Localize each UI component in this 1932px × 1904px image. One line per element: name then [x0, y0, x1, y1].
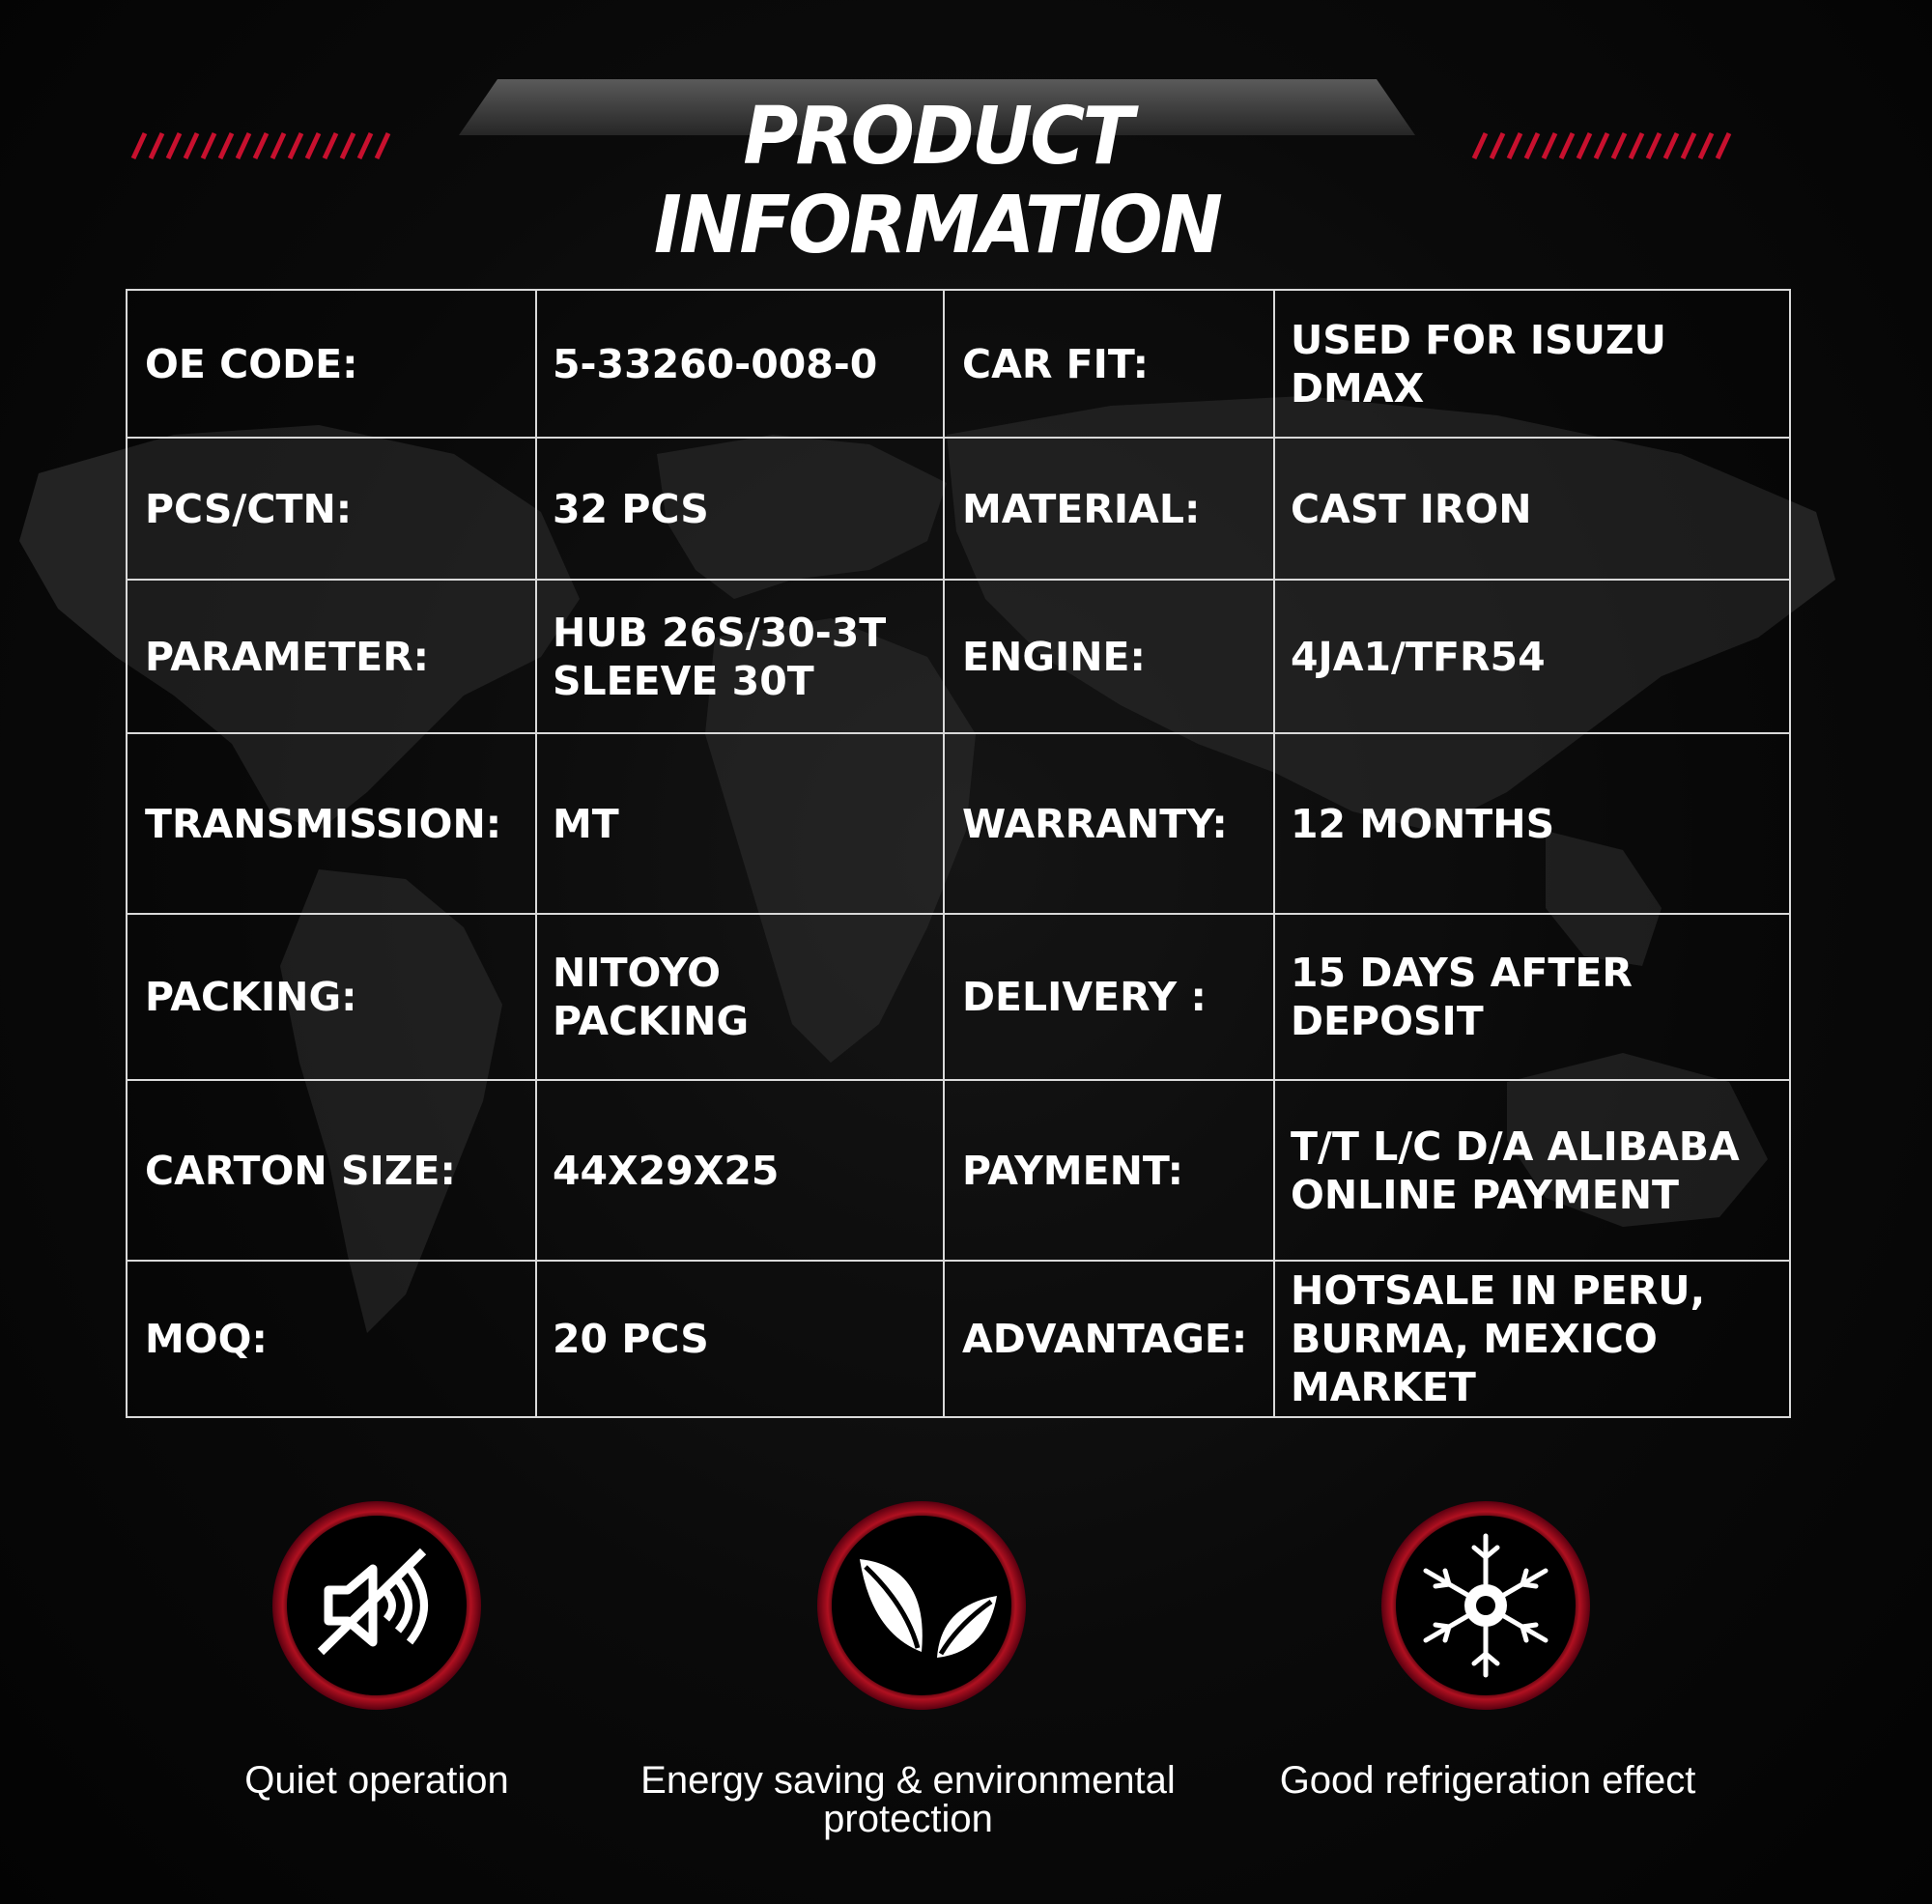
spec-label: PCS/CTN: [127, 438, 536, 580]
spec-label: PARAMETER: [127, 580, 536, 733]
spec-label: ADVANTAGE: [944, 1261, 1274, 1417]
page-title: PRODUCT INFORMATION [653, 91, 1221, 271]
spec-value: 44X29X25 [536, 1080, 944, 1261]
spec-value: 32 PCS [536, 438, 944, 580]
spec-value: 12 MONTHS [1274, 733, 1790, 914]
spec-label: OE CODE: [127, 290, 536, 438]
spec-value: 5-33260-008-0 [536, 290, 944, 438]
mute-speaker-icon [269, 1497, 485, 1714]
spec-value: CAST IRON [1274, 438, 1790, 580]
spec-label: CARTON SIZE: [127, 1080, 536, 1261]
snowflake-icon [1378, 1497, 1594, 1714]
table-row [127, 914, 1790, 1080]
spec-value: NITOYO PACKING [536, 914, 944, 1080]
spec-value: HOTSALE IN PERU, BURMA, MEXICO MARKET [1274, 1261, 1790, 1417]
feature-label: Energy saving & environmental protection [640, 1759, 1176, 1840]
spec-value: 15 DAYS AFTER DEPOSIT [1274, 914, 1790, 1080]
spec-label: ENGINE: [944, 580, 1274, 733]
decorative-stripes-left [126, 131, 391, 160]
spec-label: CAR FIT: [944, 290, 1274, 438]
decorative-stripes-right [1466, 131, 1732, 160]
spec-label: DELIVERY : [944, 914, 1274, 1080]
spec-value: 20 PCS [536, 1261, 944, 1417]
spec-value: HUB 26S/30-3T SLEEVE 30T [536, 580, 944, 733]
table-row [127, 580, 1790, 733]
table-row [127, 438, 1790, 580]
table-row [127, 1080, 1790, 1261]
spec-value: T/T L/C D/A ALIBABA ONLINE PAYMENT [1274, 1080, 1790, 1261]
spec-label: MATERIAL: [944, 438, 1274, 580]
table-row [127, 733, 1790, 914]
spec-label: PACKING: [127, 914, 536, 1080]
spec-value: MT [536, 733, 944, 914]
table-row [127, 1261, 1790, 1417]
spec-label: WARRANTY: [944, 733, 1274, 914]
feature-label: Good refrigeration effect [1279, 1759, 1696, 1802]
product-spec-table [126, 289, 1791, 1418]
table-row [127, 290, 1790, 438]
spec-label: MOQ: [127, 1261, 536, 1417]
spec-label: TRANSMISSION: [127, 733, 536, 914]
spec-label: PAYMENT: [944, 1080, 1274, 1261]
spec-value: 4JA1/TFR54 [1274, 580, 1790, 733]
leaves-icon [813, 1497, 1030, 1714]
spec-value: USED FOR ISUZU DMAX [1274, 290, 1790, 438]
feature-label: Quiet operation [244, 1759, 509, 1802]
